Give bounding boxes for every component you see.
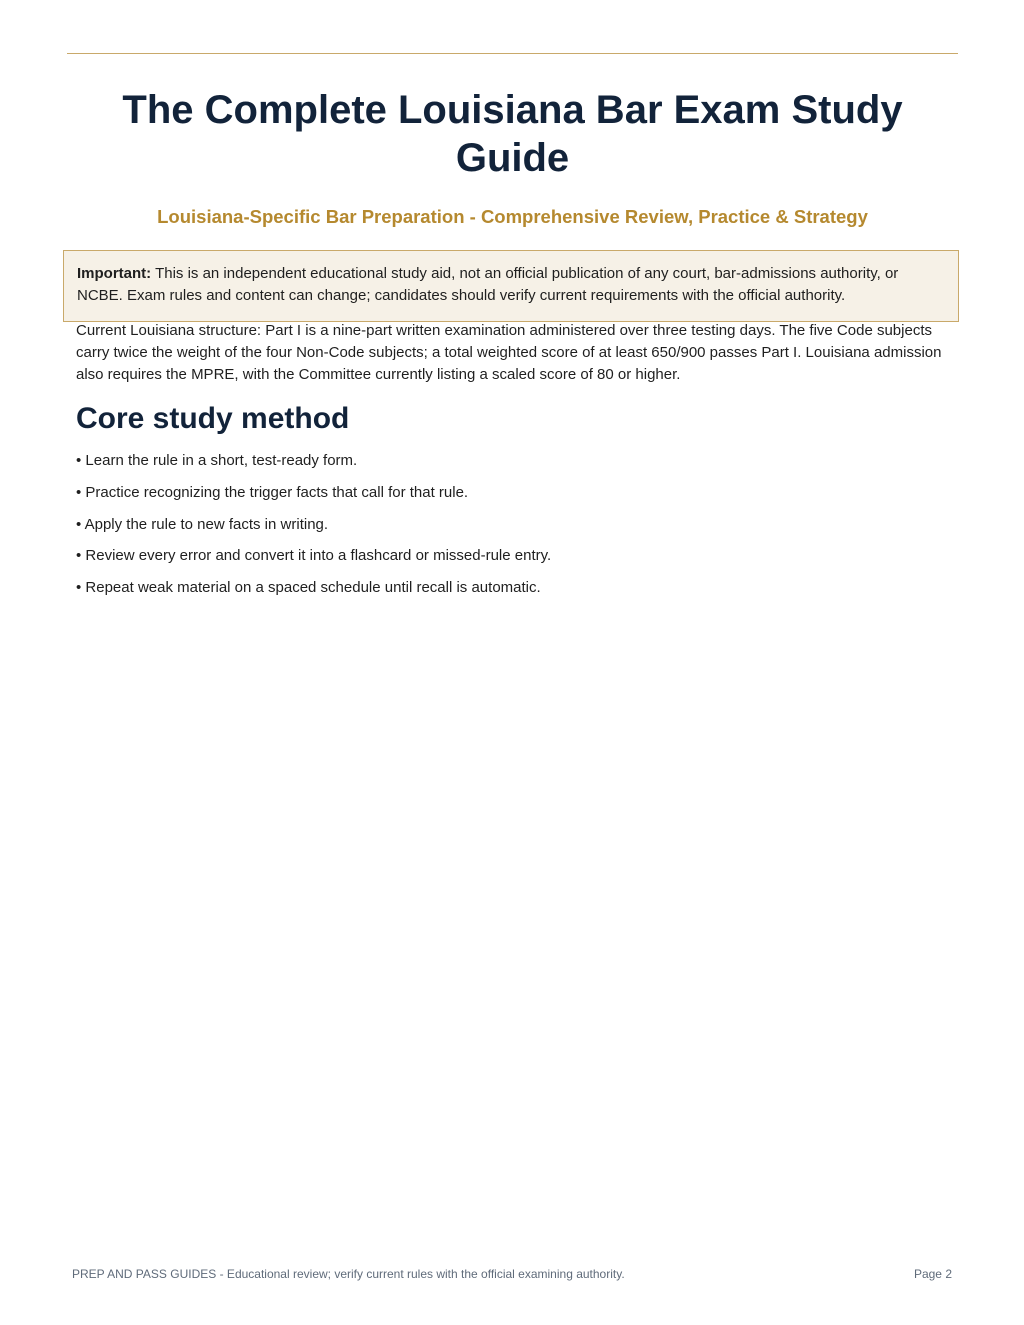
page-title: The Complete Louisiana Bar Exam Study Guide: [122, 88, 903, 180]
page-number: Page 2: [913, 1267, 952, 1281]
list-item: • Learn the rule in a short, test-ready form.: [76, 452, 358, 469]
structure-paragraph: Current Louisiana structure: Part I is a nine-part written examination administered over three testing days. The five Code subjects carry twice the weight of the four Non-Code subjects; a total weighted score of at least 650/900 passes Part I. Louisiana admission also requires the MPRE, with the Committee currently listing a scaled score of 80 or higher.: [76, 322, 942, 383]
list-item: • Practice recognizing the trigger facts that call for that rule.: [76, 483, 469, 501]
study-method-list: [76, 450, 956, 609]
list-item: • Review every error and convert it into a flashcard or missed-rule entry.: [76, 547, 552, 565]
important-notice-box: [63, 250, 959, 322]
list-item: • Repeat weak material on a spaced schedule until recall is automatic.: [76, 579, 541, 597]
section-heading: Core study method: [76, 402, 350, 435]
notice-label: Important:: [77, 265, 152, 282]
page-subtitle: Louisiana-Specific Bar Preparation - Comprehensive Review, Practice & Strategy: [157, 206, 868, 227]
top-divider: [67, 53, 958, 54]
list-item: • Apply the rule to new facts in writing.: [76, 515, 329, 533]
footer-text: PREP AND PASS GUIDES - Educational review; verify current rules with the official examining authority.: [72, 1267, 625, 1281]
notice-text: This is an independent educational study aid, not an official publication of any court, bar-admissions authority, or NCBE. Exam rules and content can change; candidates should verify current requirements with the official authority.: [77, 265, 899, 304]
